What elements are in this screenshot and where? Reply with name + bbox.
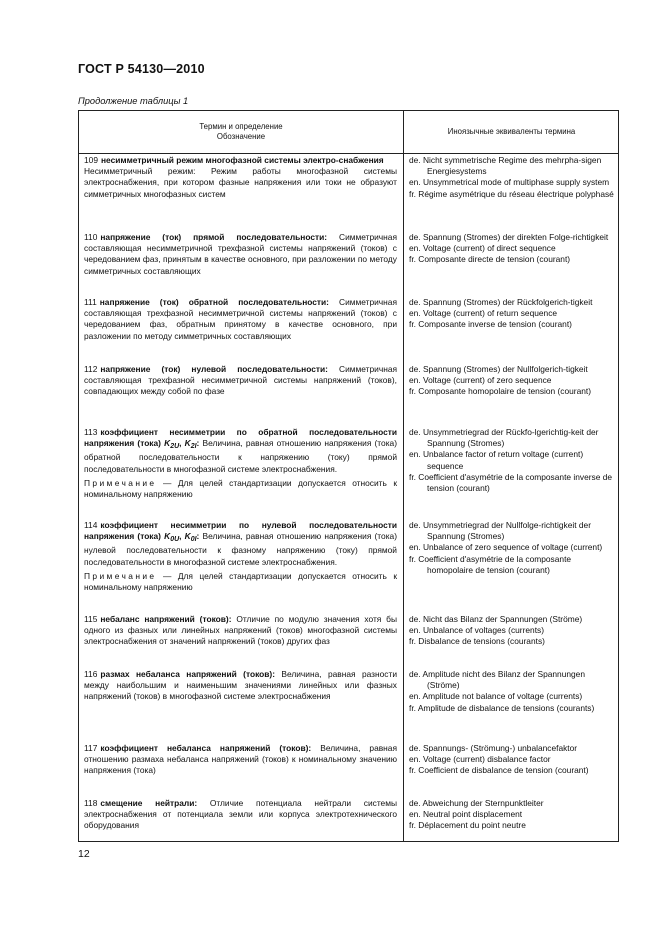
term-definition: Величина, равная отношению напряжения (тока) нулевой последовательности к фазному напряжению (току) прямой последовательности в многофазной системе электроснабжения.: [84, 531, 398, 567]
symbol-subscript-u: 2U: [170, 443, 180, 451]
equiv-en: en. Unsymmetrical mode of multiphase supply system: [409, 177, 610, 188]
equiv-en: en. Voltage (current) of direct sequence: [409, 243, 556, 254]
equiv-entry-116: [409, 669, 615, 714]
symbol-subscript-u: 0U: [170, 536, 180, 544]
term-definition: Величина, равная разности между наибольшим и наименьшим значениями линейных или фазных напряжений (токов) в многофазной системе электроснабжения: [84, 669, 398, 702]
term-number: 117: [84, 743, 98, 753]
term-title: коэффициент несимметрии по нулевой последовательности напряжения (тока): [84, 520, 397, 542]
terms-table: [78, 110, 619, 842]
symbol-k: K: [164, 438, 171, 449]
term-definition: Отличие потенциала нейтрали системы электроснабжения от потенциала земли или корпуса электротехнического оборудования: [84, 798, 397, 831]
term-number: 111: [84, 297, 97, 307]
term-number: 118: [84, 798, 98, 808]
equiv-de: de. Nicht das Bilanz der Spannungen (Ströme): [409, 614, 583, 624]
term-definition: Симметричная составляющая трехфазной несимметричной системы напряжений (токов), совпадающих между собой по фазе: [84, 364, 398, 397]
equiv-en: en. Unbalance factor of return voltage (current) sequence: [409, 449, 584, 471]
term-entry-110: [84, 232, 397, 277]
page-number: 12: [78, 848, 90, 860]
equiv-de: de. Spannungs- (Strömung-) unbalancefaktor: [409, 743, 578, 753]
equiv-fr: fr. Composante inverse de tension (courant): [409, 319, 572, 330]
term-entry-116: [84, 669, 397, 703]
equiv-en: en. Neutral point displacement: [409, 809, 523, 820]
term-entry-114: 114 коэффициент несимметрии по нулевой последовательности напряжения (тока) $K_{0U}$, $K_{0I}$: Величина, равная отношению напряжения (тока) нулевой последовательности к фазному напряжению (току) прямой последовательности в многофазной системе электроснабжения. Примечание — Для целей стандартизации допускается относить к номинальному напряжению: [84, 520, 398, 593]
term-definition: Симметричная составляющая трехфазной несимметричной системы напряжений (токов) с чередованием фаз, обратным принятому в качестве основного, при разложении по методу симметричных составляющих: [84, 297, 397, 341]
term-title: несимметричный режим многофазной системы электро-снабжения: [100, 155, 384, 165]
header-divider: [79, 153, 618, 154]
term-number: 114: [84, 520, 98, 530]
term-title: размах небаланса напряжений (токов):: [100, 669, 275, 679]
equiv-de: de. Nicht symmetrische Regime des mehrpha-sigen Energiesystems: [409, 155, 602, 177]
equiv-entry-118: [409, 798, 615, 832]
term-definition: Несимметричный режим: Режим работы многофазной системы электроснабжения, при котором фазные напряжения или токи не образуют симметричных многофазных систем: [84, 166, 397, 199]
term-entry-117: [84, 743, 397, 777]
equiv-entry-115: [409, 614, 615, 648]
term-entry-118: [84, 798, 397, 832]
equiv-entry-110: [409, 232, 615, 266]
note-label: Примечание: [84, 570, 157, 581]
term-entry-111: [84, 297, 397, 342]
equiv-en: en. Voltage (current) of zero sequence: [409, 375, 552, 386]
symbol-subscript-i: 2I: [190, 443, 197, 451]
table-caption: Продолжение таблицы 1: [78, 96, 189, 106]
symbol-k: K: [184, 438, 191, 449]
term-title: коэффициент несимметрии по обратной последовательности напряжения (тока): [84, 427, 397, 449]
note-text: — Для целей стандартизации допускается относить к номинальному напряжению: [84, 477, 397, 500]
equiv-entry-113: [409, 427, 615, 494]
term-number: 116: [84, 669, 98, 679]
symbol-subscript-i: 0I: [190, 536, 197, 544]
equiv-fr: fr. Coefficient de disbalance de tension (courant): [409, 765, 589, 776]
document-header: ГОСТ Р 54130—2010: [78, 62, 205, 76]
equiv-en: en. Amplitude not balance of voltage (currents): [409, 691, 583, 702]
equiv-en: en. Voltage (current) disbalance factor: [409, 754, 551, 765]
term-title: небаланс напряжений (токов):: [100, 614, 232, 624]
equiv-column-header: Иноязычные эквиваленты термина: [447, 127, 576, 136]
equiv-en: en. Unbalance of voltages (currents): [409, 625, 545, 636]
term-number: 113: [84, 427, 98, 437]
equiv-fr: fr. Amplitude de disbalance de tensions (courants): [409, 702, 595, 713]
equiv-fr: fr. Coefficient d'asymétrie de la composante inverse de tension (courant): [409, 471, 613, 494]
equiv-en: en. Unbalance of zero sequence of voltage (current): [409, 542, 603, 553]
equiv-entry-117: [409, 743, 615, 777]
symbol-k: K: [164, 531, 171, 542]
equiv-entry-114: [409, 520, 615, 576]
term-definition: Симметричная составляющая несимметричной трехфазной системы напряжений (токов) с чередованием фаз, принятым в качестве основного, при разложении по методу симметричных составляющих: [84, 232, 397, 276]
term-number: 109: [84, 155, 98, 165]
symbol-k: K: [184, 531, 191, 542]
equiv-de: de. Spannung (Stromes) der Nullfolgerich-tigkeit: [409, 364, 588, 374]
term-number: 110: [84, 232, 98, 242]
equiv-de: de. Spannung (Stromes) der direkten Folge-richtigkeit: [409, 232, 609, 242]
term-title: коэффициент небаланса напряжений (токов):: [100, 743, 312, 753]
term-number: 112: [84, 364, 98, 374]
equiv-fr: fr. Régime asymétrique du réseau électrique polyphasé: [409, 188, 614, 199]
term-column-header: [79, 111, 403, 153]
equiv-fr: fr. Composante homopolaire de tension (courant): [409, 386, 592, 397]
term-title: смещение нейтрали:: [100, 798, 198, 808]
equiv-de: de. Abweichung der Sternpunktleiter: [409, 798, 544, 808]
term-entry-113: 113 коэффициент несимметрии по обратной последовательности напряжения (тока) $K_{2U}$, $K_{2I}$: Величина, равная отношению напряжения (тока) обратной последовательности к напряжению (току) прямой последовательности в многофазной системе электроснабжения. Примечание — Для целей стандартизации допускается относить к номинальному напряжению: [84, 427, 398, 500]
term-title: напряжение (ток) нулевой последовательности:: [100, 364, 328, 374]
equiv-de: de. Amplitude nicht des Bilanz der Spannungen (Ströme): [409, 669, 585, 691]
equiv-fr: fr. Déplacement du point neutre: [409, 820, 526, 831]
term-entry-112: [84, 364, 397, 398]
equiv-en: en. Voltage (current) of return sequence: [409, 308, 558, 319]
equiv-de: de. Unsymmetriegrad der Rückfo-lgerichtig-keit der Spannung (Stromes): [409, 427, 599, 449]
equiv-de: de. Spannung (Stromes) der Rückfolgerich-tigkeit: [409, 297, 593, 307]
term-definition: Величина, равная отношению напряжения (тока) обратной последовательности к напряжению (току) прямой последовательности в многофазной системе электроснабжения.: [84, 438, 398, 474]
column-divider: [403, 111, 404, 841]
equiv-fr: fr. Coefficient d'asymétrie de la composante homopolaire de tension (courant): [409, 553, 572, 575]
term-header-line1: Термин и определение: [199, 122, 283, 131]
term-entry-109: [84, 155, 397, 200]
note-label: Примечание: [84, 477, 157, 488]
term-entry-115: [84, 614, 397, 648]
term-number: 115: [84, 614, 98, 624]
equiv-entry-111: [409, 297, 615, 331]
equiv-de: de. Unsymmetriegrad der Nullfolge-richtigkeit der Spannung (Stromes): [409, 520, 591, 542]
term-definition: Величина, равная отношению размаха небаланса напряжений (токов) к номинальному значению напряжения (тока): [84, 743, 398, 776]
equiv-fr: fr. Composante directe de tension (courant): [409, 254, 571, 265]
equiv-fr: fr. Disbalance de tensions (courants): [409, 636, 545, 647]
equiv-entry-112: [409, 364, 615, 398]
note-text: — Для целей стандартизации допускается относить к номинальному напряжению: [84, 570, 397, 593]
equiv-entry-109: [409, 155, 615, 200]
term-title: напряжение (ток) обратной последовательности:: [99, 297, 329, 307]
term-header-line2: Обозначение: [216, 132, 266, 141]
term-definition: Отличие по модулю значения хотя бы одного из фазных или линейных напряжений (токов) многофазной системы электроснабжения от значений напряжений (токов) других фаз: [84, 614, 397, 647]
term-title: напряжение (ток) прямой последовательности:: [100, 232, 328, 242]
